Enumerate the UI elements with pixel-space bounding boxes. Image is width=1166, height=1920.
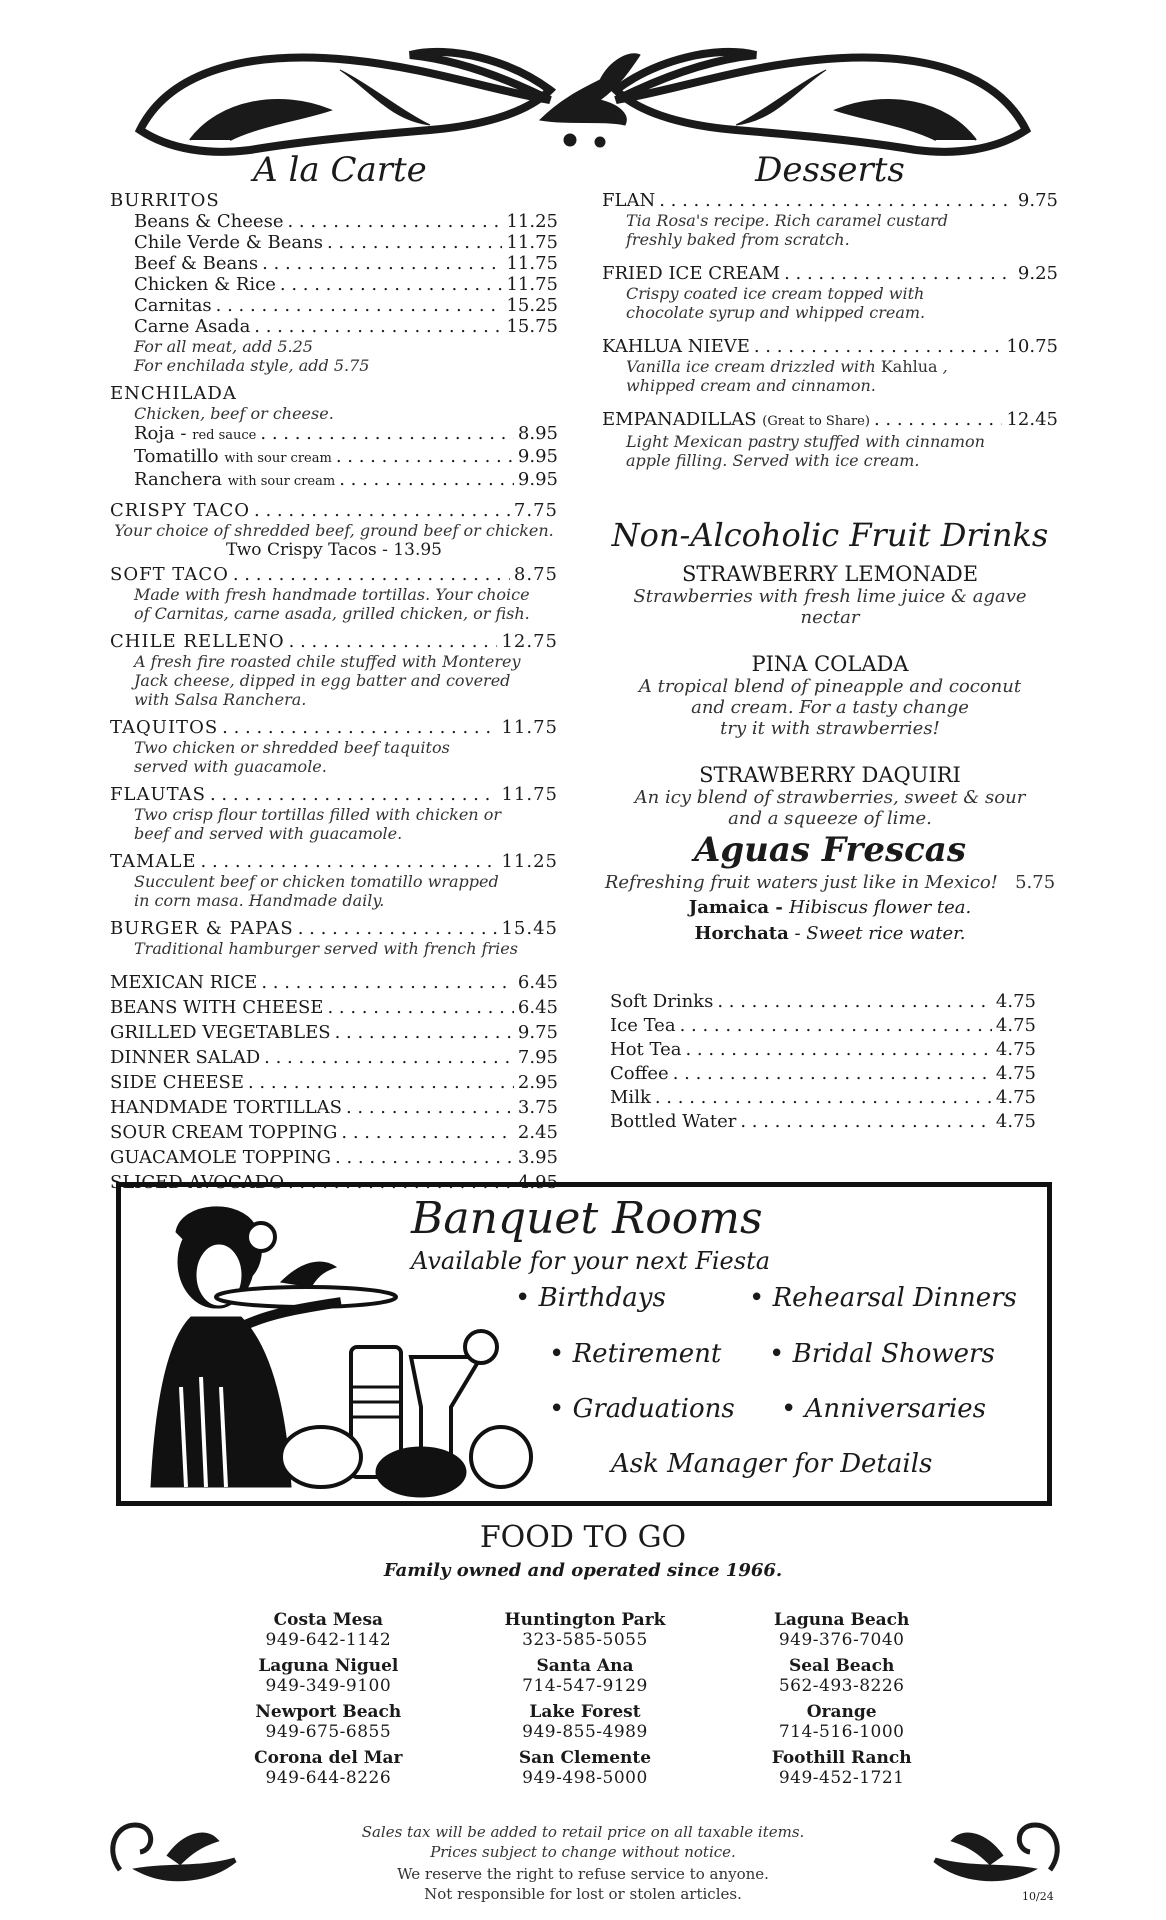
- burritos-list: [134, 211, 558, 375]
- location-phone: 949-642-1142: [265, 1630, 392, 1650]
- item-price: 15.25: [506, 295, 558, 316]
- menu-item: [110, 1120, 558, 1145]
- item-price: 4.75: [995, 1063, 1036, 1084]
- menu-item: [110, 784, 558, 805]
- location: [200, 1748, 457, 1788]
- item-desc: Traditional hamburger served with french fries: [134, 939, 518, 958]
- item-desc: Your choice of shredded beef, ground beef or chicken.: [114, 521, 554, 540]
- item-name: Ranchera: [134, 469, 228, 490]
- drink-desc: An icy blend of strawberries, sweet & sour: [634, 787, 1026, 808]
- item-name: Hot Tea: [610, 1039, 682, 1060]
- item-price: 12.45: [1006, 409, 1058, 430]
- drink-desc: Strawberries with fresh lime juice & agave nectar: [633, 586, 1027, 628]
- item-desc: Crispy coated ice cream topped with: [626, 284, 925, 303]
- menu-item: [610, 990, 1036, 1014]
- menu-item: [610, 1062, 1036, 1086]
- print-code: 10/24: [1022, 1890, 1054, 1903]
- location-phone: 949-452-1721: [778, 1768, 905, 1788]
- item-desc: Made with fresh handmade tortillas. Your choice: [134, 585, 530, 604]
- item-price: 2.45: [517, 1122, 558, 1143]
- aguas-item-name: Jamaica -: [688, 897, 790, 918]
- location-name: Lake Forest: [529, 1702, 641, 1722]
- banquet-title: Banquet Rooms: [411, 1193, 763, 1244]
- item-desc: chocolate syrup and whipped cream.: [626, 303, 926, 322]
- location-name: Costa Mesa: [273, 1610, 384, 1630]
- burritos-note: For all meat, add 5.25: [134, 337, 313, 356]
- item-name: KAHLUA NIEVE: [602, 336, 750, 357]
- item-desc: A fresh fire roasted chile stuffed with Monterey: [134, 652, 521, 671]
- location-phone: 949-855-4989: [522, 1722, 648, 1742]
- item-desc: in corn masa. Handmade daily.: [134, 891, 385, 910]
- aguas-section: [602, 872, 1058, 947]
- drink-desc: and cream. For a tasty change: [691, 697, 969, 718]
- aguas-item: [602, 895, 1058, 921]
- enchilada-heading: ENCHILADA: [110, 383, 237, 404]
- item-name: MEXICAN RICE: [110, 972, 258, 993]
- menu-item: [110, 970, 558, 995]
- location-phone: 949-675-6855: [265, 1722, 392, 1742]
- menu-item: [110, 918, 558, 939]
- item-price: 11.75: [506, 232, 558, 253]
- item-name: TAMALE: [110, 851, 197, 872]
- menu-item: [110, 851, 558, 872]
- a-la-carte-title: A la Carte: [253, 150, 427, 190]
- menu-item: [110, 631, 558, 652]
- burritos-note: For enchilada style, add 5.75: [134, 356, 370, 375]
- item-name: Soft Drinks: [610, 991, 714, 1012]
- menu-item: [110, 564, 558, 585]
- item-name: FLAN: [602, 190, 656, 211]
- item-name: Coffee: [610, 1063, 669, 1084]
- aguas-line: [602, 872, 1058, 893]
- drink-desc: A tropical blend of pineapple and coconut: [638, 676, 1022, 697]
- item-price: 4.75: [995, 991, 1036, 1012]
- item-price: 4.75: [995, 1087, 1036, 1108]
- item-price: 11.75: [501, 717, 558, 738]
- item-sub: with sour cream: [224, 451, 332, 466]
- menu-item: [134, 253, 558, 274]
- menu-item: [110, 1095, 558, 1120]
- item-name: SLICED AVOCADO: [110, 1172, 284, 1193]
- item-price: 11.25: [501, 851, 558, 872]
- location-phone: 949-498-5000: [522, 1768, 648, 1788]
- item-name: HANDMADE TORTILLAS: [110, 1097, 342, 1118]
- item-name: SOUR CREAM TOPPING: [110, 1122, 338, 1143]
- item-desc: whipped cream and cinnamon.: [626, 376, 876, 395]
- aguas-item-desc: - Sweet rice water.: [788, 923, 966, 944]
- item-name: Milk: [610, 1087, 651, 1108]
- location-name: Laguna Niguel: [258, 1656, 399, 1676]
- item-price: 8.75: [513, 564, 558, 585]
- item-name: Tomatillo: [134, 446, 225, 467]
- item-desc: Two chicken or shredded beef taquitos: [134, 738, 450, 757]
- menu-item: [134, 423, 558, 446]
- location: [713, 1656, 970, 1696]
- location: [713, 1702, 970, 1742]
- menu-item: [134, 469, 558, 492]
- location-name: Newport Beach: [255, 1702, 402, 1722]
- aguas-desc: Refreshing fruit waters just like in Mexico!: [604, 872, 998, 893]
- event-rehearsal-dinners: • Rehearsal Dinners: [749, 1283, 1017, 1313]
- footer-line: We reserve the right to refuse service to anyone.: [397, 1865, 769, 1883]
- left-column: [110, 190, 558, 1195]
- location: [200, 1656, 457, 1696]
- aguas-item: [602, 921, 1058, 947]
- location-name: Seal Beach: [788, 1656, 895, 1676]
- desserts-section: [602, 190, 1058, 470]
- item-name: EMPANADILLAS: [602, 409, 763, 430]
- location: [713, 1610, 970, 1650]
- item-desc: Jack cheese, dipped in egg batter and covered: [134, 671, 511, 690]
- item-price: 11.25: [506, 211, 558, 232]
- event-birthdays: • Birthdays: [515, 1283, 666, 1313]
- location: [713, 1748, 970, 1788]
- location-name: Foothill Ranch: [771, 1748, 912, 1768]
- menu-item: [110, 995, 558, 1020]
- event-anniversaries: • Anniversaries: [781, 1394, 987, 1424]
- location-name: Corona del Mar: [254, 1748, 403, 1768]
- desserts-title: Desserts: [755, 150, 905, 190]
- menu-item: [110, 1045, 558, 1070]
- item-price: 4.75: [995, 1015, 1036, 1036]
- menu-item: [602, 409, 1058, 432]
- item-price: 10.75: [1006, 336, 1058, 357]
- location-name: Laguna Beach: [773, 1610, 910, 1630]
- menu-item: [110, 717, 558, 738]
- sides-list: [110, 970, 558, 1195]
- location: [457, 1610, 714, 1650]
- menu-item: [602, 263, 1058, 284]
- item-price: 11.75: [506, 274, 558, 295]
- top-ornament: [130, 30, 1036, 170]
- item-price: 12.75: [501, 631, 558, 652]
- item-price: 3.95: [517, 1147, 558, 1168]
- location-phone: 714-516-1000: [778, 1722, 905, 1742]
- food-to-go-tagline: Family owned and operated since 1966.: [383, 1560, 783, 1581]
- banquet-box: [116, 1182, 1052, 1506]
- item-name: Beans & Cheese: [134, 211, 284, 232]
- location-phone: 714-547-9129: [522, 1676, 648, 1696]
- item-desc: of Carnitas, carne asada, grilled chicken, or fish.: [134, 604, 530, 623]
- drink-desc: and a squeeze of lime.: [728, 808, 932, 829]
- item-desc: apple filling. Served with ice cream.: [626, 451, 920, 470]
- item-price: 4.95: [517, 1172, 558, 1193]
- item-name: SOFT TACO: [110, 564, 229, 585]
- item-price: 4.75: [995, 1039, 1036, 1060]
- banquet-subtitle: Available for your next Fiesta: [411, 1247, 771, 1275]
- item-price: 2.95: [517, 1072, 558, 1093]
- location: [200, 1610, 457, 1650]
- drinks-title: Non-Alcoholic Fruit Drinks: [611, 516, 1049, 554]
- location-name: San Clemente: [518, 1748, 652, 1768]
- menu-item: [110, 1020, 558, 1045]
- menu-item: [134, 295, 558, 316]
- item-price: 8.95: [517, 423, 558, 444]
- item-desc-part: ,: [937, 357, 948, 376]
- footer-line: Not responsible for lost or stolen articles.: [424, 1885, 742, 1903]
- item-desc: with Salsa Ranchera.: [134, 690, 307, 709]
- item-price: 15.75: [506, 316, 558, 337]
- banquet-cta: Ask Manager for Details: [611, 1449, 933, 1479]
- event-retirement: • Retirement: [549, 1339, 722, 1369]
- menu-item: [602, 190, 1058, 211]
- aguas-item-name: Horchata: [694, 923, 789, 944]
- aguas-price: 5.75: [1015, 872, 1056, 893]
- location-name: Santa Ana: [536, 1656, 634, 1676]
- item-desc: Tia Rosa's recipe. Rich caramel custard: [626, 211, 948, 230]
- item-name: FLAUTAS: [110, 784, 206, 805]
- item-name: Chile Verde & Beans: [134, 232, 323, 253]
- locations-grid: [200, 1610, 970, 1788]
- footer-line: Prices subject to change without notice.: [430, 1843, 736, 1861]
- location-phone: 949-349-9100: [265, 1676, 392, 1696]
- location-phone: 949-644-8226: [265, 1768, 392, 1788]
- item-name: FRIED ICE CREAM: [602, 263, 781, 284]
- item-desc-brand: Kahlua: [880, 357, 938, 376]
- menu-item: [610, 1014, 1036, 1038]
- menu-item: [610, 1086, 1036, 1110]
- item-sub: red sauce: [192, 428, 257, 443]
- item-name: GUACAMOLE TOPPING: [110, 1147, 331, 1168]
- item-desc: freshly baked from scratch.: [626, 230, 850, 249]
- footer: [0, 1822, 1166, 1904]
- item-name: Bottled Water: [610, 1111, 737, 1132]
- beverages-list: [610, 990, 1036, 1134]
- item-extra: Two Crispy Tacos - 13.95: [226, 540, 442, 560]
- item-desc: beef and served with guacamole.: [134, 824, 403, 843]
- item-name: BURGER & PAPAS: [110, 918, 294, 939]
- location: [200, 1702, 457, 1742]
- item-desc: served with guacamole.: [134, 757, 327, 776]
- menu-item: [610, 1038, 1036, 1062]
- aguas-item-desc: Hibiscus flower tea.: [789, 897, 972, 918]
- item-price: 15.45: [501, 918, 558, 939]
- item-price: 9.75: [1017, 190, 1058, 211]
- item-name: DINNER SALAD: [110, 1047, 261, 1068]
- item-desc: Succulent beef or chicken tomatillo wrapped: [134, 872, 499, 891]
- menu-item: [110, 500, 558, 521]
- item-name: Roja -: [134, 423, 193, 444]
- item-name: Carnitas: [134, 295, 212, 316]
- item-name: SIDE CHEESE: [110, 1072, 244, 1093]
- location-phone: 949-376-7040: [778, 1630, 905, 1650]
- item-sub: (Great to Share): [762, 414, 870, 429]
- menu-item: [134, 316, 558, 337]
- item-desc: Light Mexican pastry stuffed with cinnamon: [626, 432, 985, 451]
- item-desc: [626, 357, 1058, 376]
- location-name: Huntington Park: [504, 1610, 666, 1630]
- menu-item: [110, 1145, 558, 1170]
- item-price: 7.75: [513, 500, 558, 521]
- location: [457, 1748, 714, 1788]
- item-name: CHILE RELLENO: [110, 631, 285, 652]
- item-price: 11.75: [506, 253, 558, 274]
- drink-desc: try it with strawberries!: [720, 718, 940, 739]
- menu-item: [134, 211, 558, 232]
- item-price: 7.95: [517, 1047, 558, 1068]
- event-bridal-showers: • Bridal Showers: [769, 1339, 995, 1369]
- item-price: 6.45: [517, 997, 558, 1018]
- item-price: 6.45: [517, 972, 558, 993]
- menu-item: [134, 232, 558, 253]
- item-name: Ice Tea: [610, 1015, 676, 1036]
- location-phone: 562-493-8226: [778, 1676, 905, 1696]
- enchilada-desc: Chicken, beef or cheese.: [134, 404, 334, 423]
- aguas-title: Aguas Frescas: [694, 830, 966, 870]
- item-price: 4.75: [995, 1111, 1036, 1132]
- location: [457, 1656, 714, 1696]
- item-name: BEANS WITH CHEESE: [110, 997, 324, 1018]
- menu-item: [610, 1110, 1036, 1134]
- drinks-section: [602, 562, 1058, 829]
- item-price: 9.95: [517, 446, 558, 467]
- burritos-heading: BURRITOS: [110, 190, 220, 211]
- item-desc: Two crisp flour tortillas filled with chicken or: [134, 805, 501, 824]
- drink-name: PINA COLADA: [751, 652, 909, 676]
- food-to-go-title: FOOD TO GO: [479, 1520, 687, 1555]
- item-name: Chicken & Rice: [134, 274, 276, 295]
- location-phone: 323-585-5055: [522, 1630, 648, 1650]
- item-price: 9.95: [517, 469, 558, 490]
- item-desc-part: Vanilla ice cream drizzled with: [626, 357, 881, 376]
- drink-name: STRAWBERRY LEMONADE: [681, 562, 979, 586]
- drink-name: STRAWBERRY DAQUIRI: [699, 763, 961, 787]
- item-name: TAQUITOS: [110, 717, 219, 738]
- item-price: 11.75: [501, 784, 558, 805]
- menu-item: [110, 1070, 558, 1095]
- item-name: Carne Asada: [134, 316, 251, 337]
- item-name: Beef & Beans: [134, 253, 259, 274]
- item-name: CRISPY TACO: [110, 500, 251, 521]
- item-price: 9.25: [1017, 263, 1058, 284]
- item-price: 3.75: [517, 1097, 558, 1118]
- event-graduations: • Graduations: [549, 1394, 735, 1424]
- item-price: 9.75: [517, 1022, 558, 1043]
- menu-item: [134, 274, 558, 295]
- location-name: Orange: [806, 1702, 877, 1722]
- location: [457, 1702, 714, 1742]
- menu-item: [134, 446, 558, 469]
- footer-line: Sales tax will be added to retail price on all taxable items.: [361, 1823, 805, 1841]
- menu-item: [602, 336, 1058, 357]
- item-sub: with sour cream: [227, 474, 336, 489]
- item-name: GRILLED VEGETABLES: [110, 1022, 331, 1043]
